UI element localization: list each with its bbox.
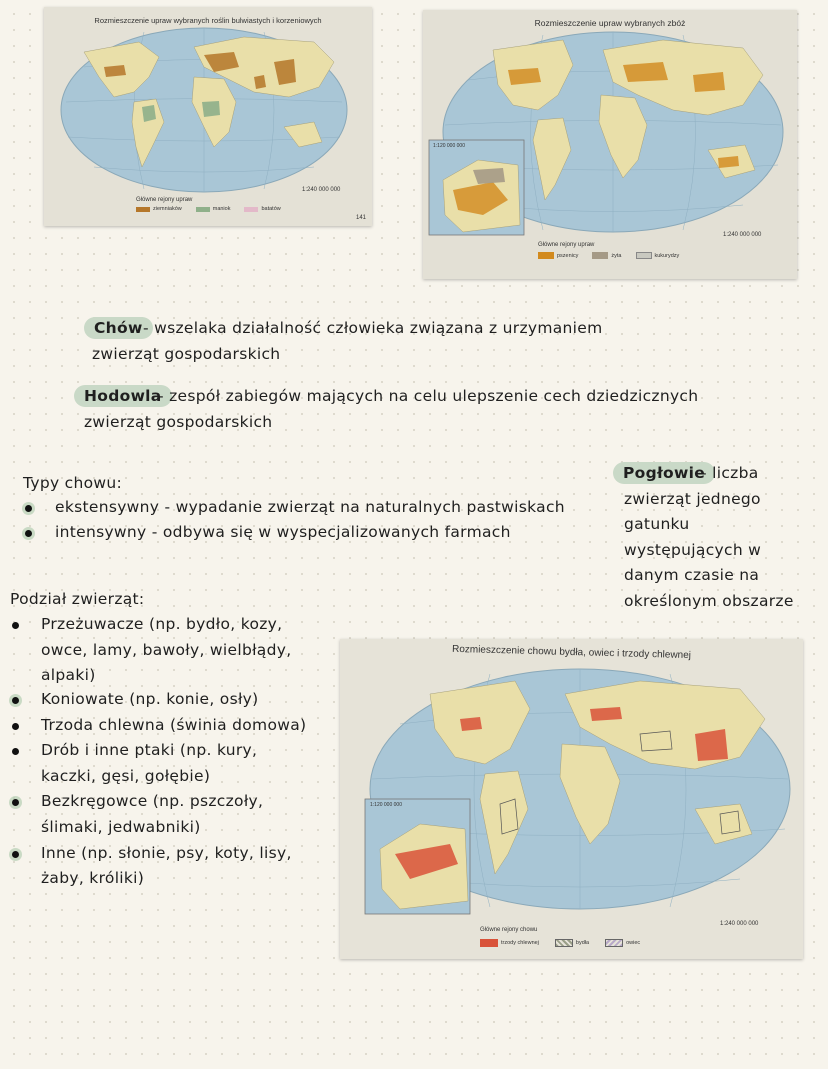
- legend-swatch: [555, 939, 573, 947]
- definition-poglowie-line: określonym obszarze: [624, 592, 794, 610]
- animal-line: żaby, króliki): [41, 869, 145, 887]
- map-crops-photo: [44, 7, 372, 226]
- map-cereals-scale: 1:240 000 000: [723, 232, 762, 238]
- legend-swatch: [636, 252, 652, 259]
- legend-label: trzody chlewnej: [501, 940, 539, 946]
- animal-line: ślimaki, jedwabniki): [41, 818, 201, 836]
- legend-label: maniok: [212, 206, 231, 212]
- legend-label: owiec: [626, 940, 641, 946]
- legend-item: [136, 206, 182, 212]
- legend-swatch: [480, 939, 498, 947]
- map-livestock-scale: 1:240 000 000: [720, 921, 759, 927]
- legend-label: żyta: [611, 252, 622, 259]
- map-crops-title: Rozmieszczenie upraw wybranych roślin bulwiastych i korzeniowych: [94, 16, 322, 25]
- animal-line: Trzoda chlewna (świnia domowa): [41, 716, 307, 734]
- world-map: [423, 10, 797, 279]
- legend-item: [244, 206, 280, 212]
- term-poglowie: Pogłowie: [613, 462, 715, 484]
- legend-swatch: [244, 207, 258, 212]
- legend-label: ziemniaków: [153, 206, 182, 212]
- definition-chow-line1: - wszelaka działalność człowieka związana z urzymaniem: [143, 319, 603, 337]
- map-cereals-inset-scale: 1:120 000 000: [433, 143, 465, 149]
- legend-swatch: [196, 207, 210, 212]
- definition-poglowie-line: występujących w: [624, 541, 762, 559]
- legend-item: [538, 252, 578, 259]
- map-cereals-legend-title: Główne rejony upraw: [538, 242, 595, 248]
- definition-chow-line2: zwierząt gospodarskich: [92, 345, 281, 363]
- map-livestock-legend: [480, 939, 640, 947]
- term-chow: Chów: [84, 317, 153, 339]
- bullet: [25, 505, 32, 512]
- legend-label: pszenicy: [557, 252, 579, 259]
- definition-hodowla-line2: zwierząt gospodarskich: [84, 413, 273, 431]
- legend-swatch: [538, 252, 554, 259]
- bullet: [25, 530, 32, 537]
- definition-poglowie-line: danym czasie na: [624, 566, 760, 584]
- legend-item: [636, 252, 680, 259]
- legend-swatch: [605, 939, 623, 947]
- chow-types-heading: Typy chowu:: [23, 474, 123, 492]
- map-cereals-photo: [423, 10, 797, 279]
- animal-line: owce, lamy, bawoły, wielbłądy,: [41, 641, 292, 659]
- legend-swatch: [136, 207, 150, 212]
- legend-item: [605, 939, 640, 947]
- map-crops-legend-title: Główne rejony upraw: [136, 197, 193, 203]
- animal-division-heading: Podział zwierząt:: [10, 590, 145, 608]
- map-livestock-inset-scale: 1:120 000 000: [370, 802, 402, 808]
- world-map: [340, 639, 803, 959]
- bullet: [12, 748, 19, 755]
- bullet: [12, 697, 19, 704]
- bullet: [12, 799, 19, 806]
- animal-line: Przeżuwacze (np. bydło, kozy,: [41, 615, 283, 633]
- legend-item: [555, 939, 589, 947]
- definition-poglowie-line1: - liczba: [701, 464, 759, 482]
- animal-line: Bezkręgowce (np. pszczoły,: [41, 792, 264, 810]
- map-crops-page-number: 141: [356, 215, 367, 221]
- chow-type-item: intensywny - odbywa się w wyspecjalizowanych farmach: [55, 523, 511, 541]
- animal-line: kaczki, gęsi, gołębie): [41, 767, 211, 785]
- animal-line: Inne (np. słonie, psy, koty, lisy,: [41, 844, 292, 862]
- definition-hodowla-line1: - zespół zabiegów mających na celu ulepszenie cech dziedzicznych: [158, 387, 699, 405]
- definition-poglowie-line: zwierząt jednego: [624, 490, 761, 508]
- animal-line: Drób i inne ptaki (np. kury,: [41, 741, 258, 759]
- chow-type-item: ekstensywny - wypadanie zwierząt na naturalnych pastwiskach: [55, 498, 565, 516]
- map-livestock-legend-title: Główne rejony chowu: [480, 927, 538, 933]
- map-livestock-title: Rozmieszczenie chowu bydła, owiec i trzody chlewnej: [451, 643, 692, 662]
- animal-line: Koniowate (np. konie, osły): [41, 690, 259, 708]
- legend-label: kukurydzy: [654, 252, 680, 259]
- bullet: [12, 622, 19, 629]
- map-crops-legend: [136, 206, 281, 212]
- legend-label: bydła: [575, 940, 590, 946]
- world-map: [44, 7, 372, 226]
- legend-swatch: [592, 252, 608, 259]
- legend-label: batatów: [261, 206, 281, 212]
- legend-item: [196, 206, 231, 212]
- map-cereals-title: Rozmieszczenie upraw wybranych zbóż: [534, 18, 686, 28]
- term-hodowla: Hodowla: [74, 385, 172, 407]
- map-crops-scale: 1:240 000 000: [302, 187, 341, 193]
- bullet: [12, 723, 19, 730]
- legend-item: [480, 939, 539, 947]
- map-livestock-photo: [340, 639, 803, 959]
- definition-poglowie-line: gatunku: [624, 515, 690, 533]
- animal-line: alpaki): [41, 666, 96, 684]
- legend-item: [592, 252, 621, 259]
- bullet: [12, 851, 19, 858]
- map-cereals-legend: [538, 252, 679, 259]
